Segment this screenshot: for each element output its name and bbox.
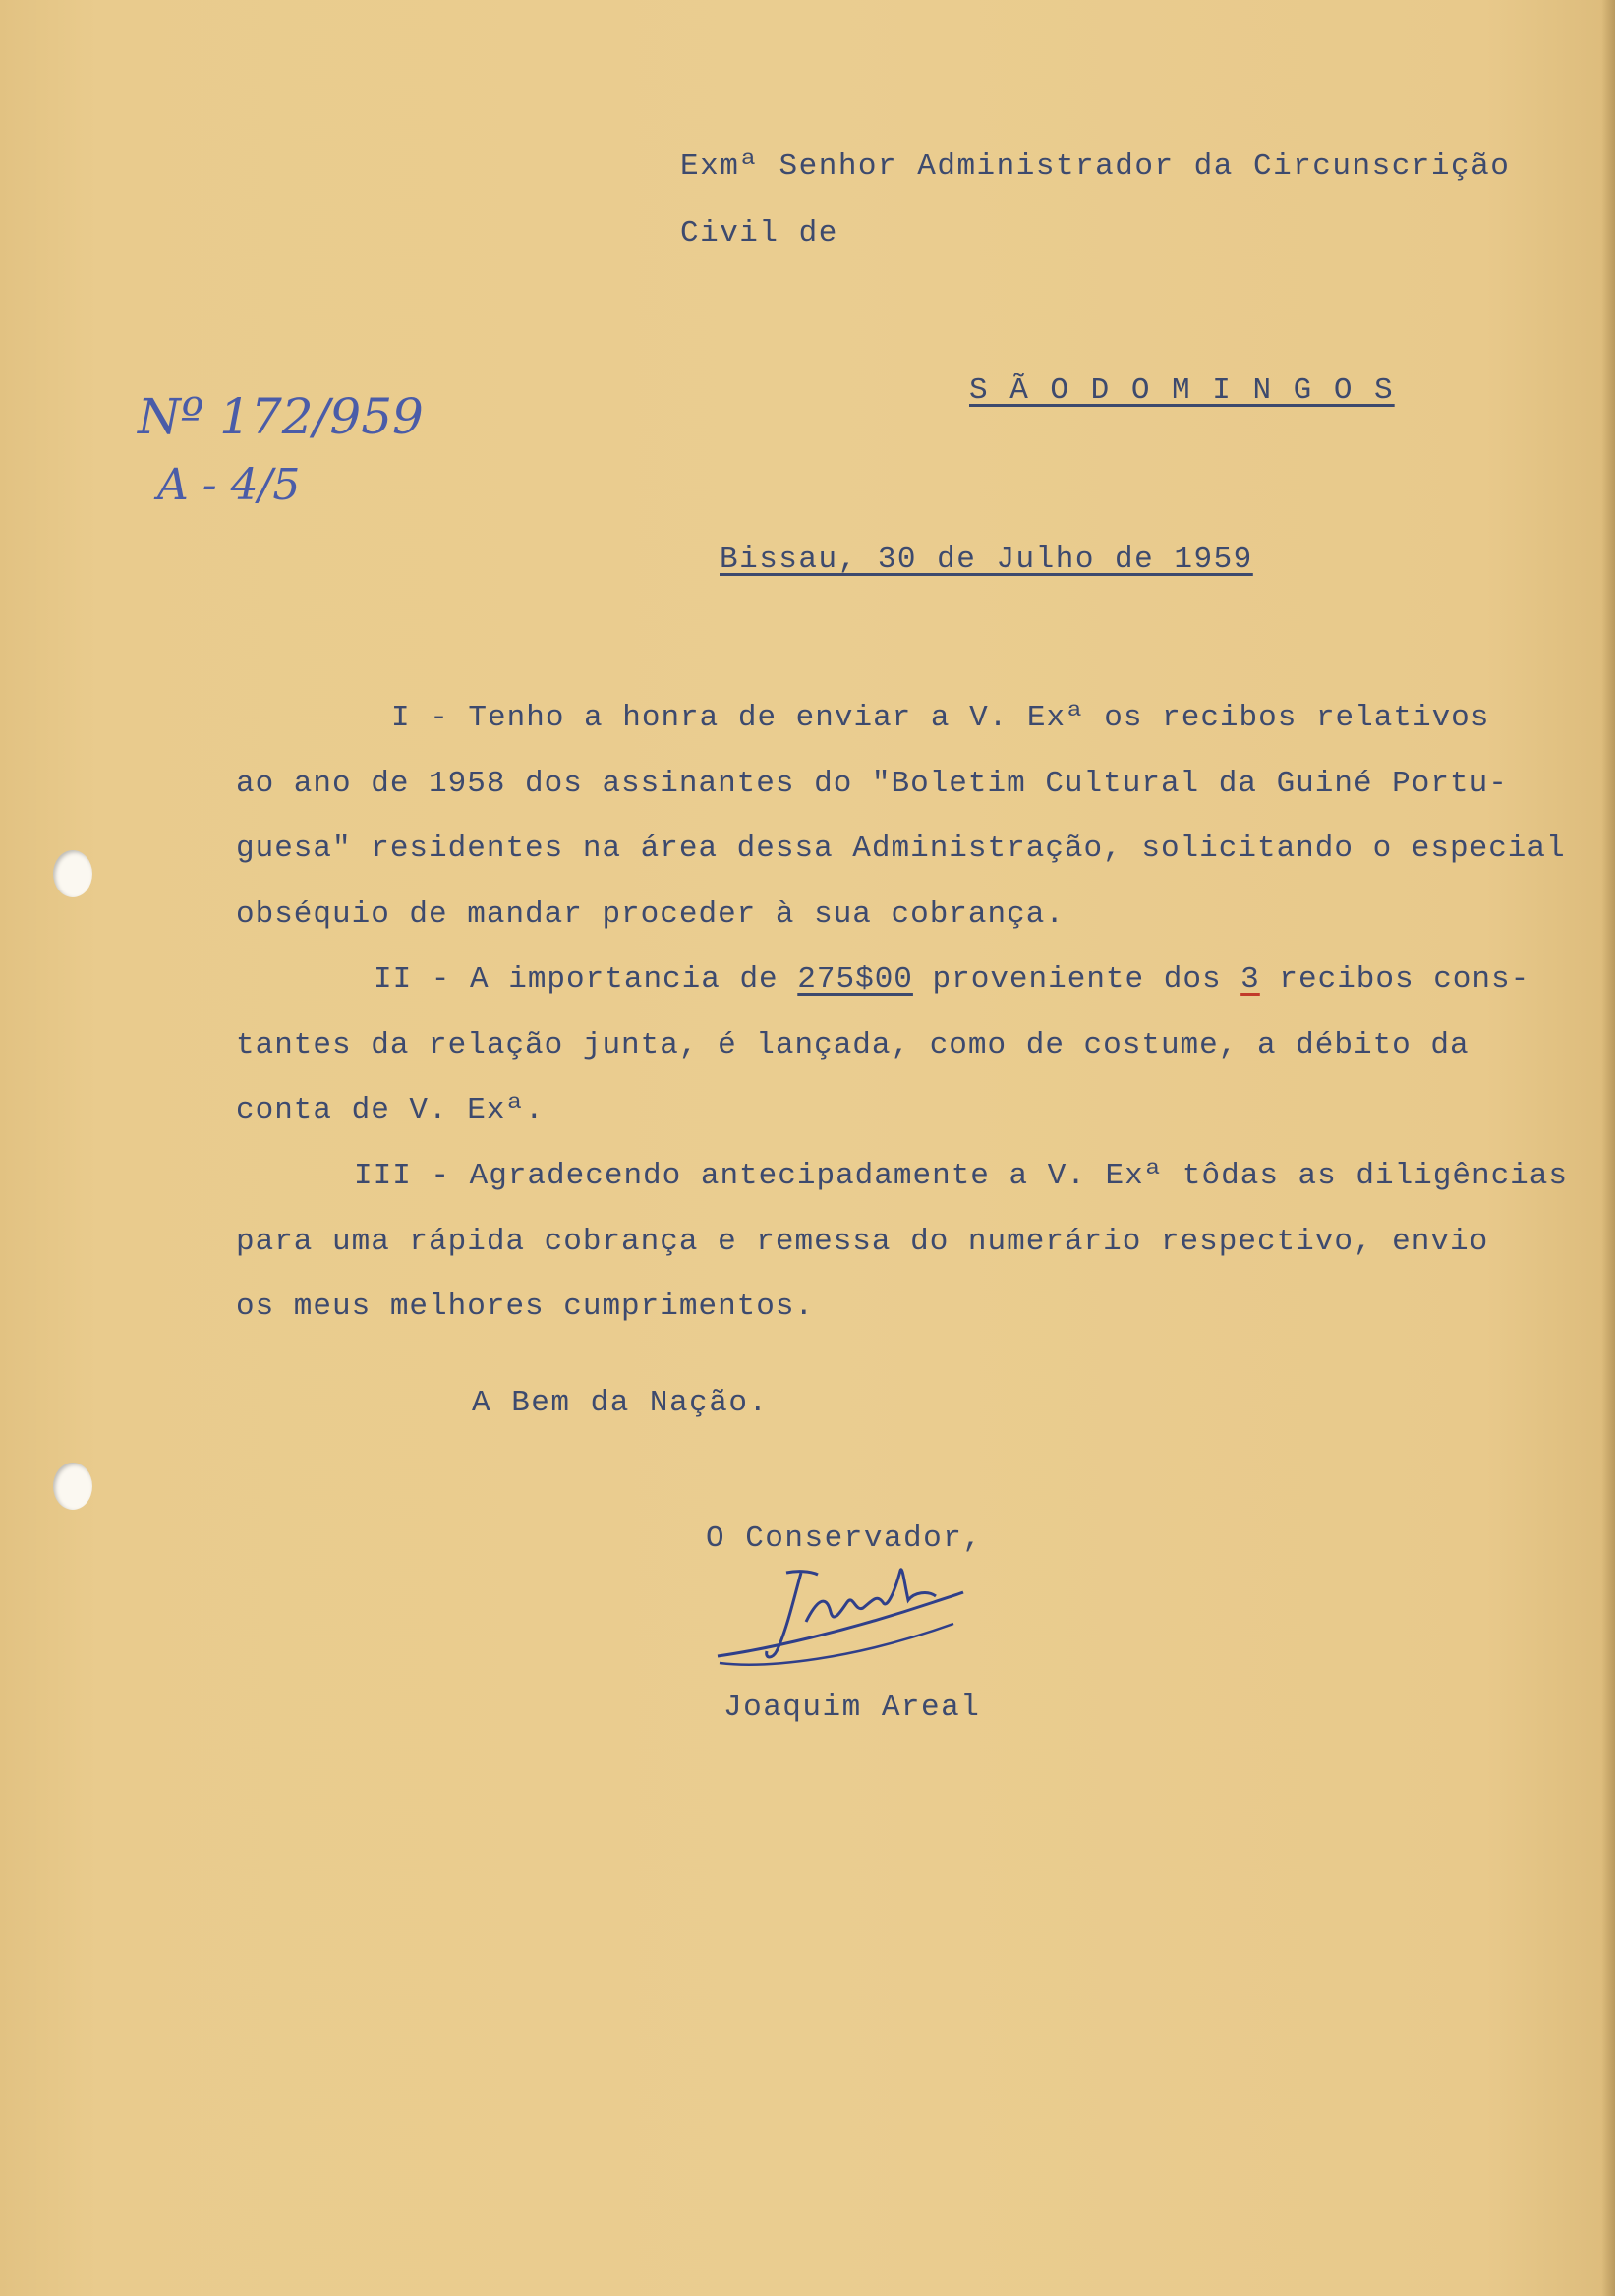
- paragraph-2-line: [236, 947, 1583, 1013]
- reference-number: Nº 172/959: [138, 388, 424, 445]
- paper-edge-shadow: [1601, 0, 1615, 2296]
- punch-hole-bottom: [53, 1463, 92, 1510]
- addressee-line-2: Civil de: [680, 216, 838, 251]
- addressee-place: S Ã O D O M I N G O S: [969, 373, 1395, 408]
- signatory-name: Joaquim Areal: [723, 1691, 981, 1725]
- paragraph-1-line: I - Tenho a honra de enviar a V. Exª os recibos relativos: [391, 701, 1490, 735]
- paragraph-2-tail: recibos cons-: [1259, 962, 1530, 997]
- paragraph-2-mid: proveniente dos: [912, 962, 1241, 997]
- paragraph-1-line: obséquio de mandar proceder à sua cobrança.: [236, 896, 1065, 932]
- handwritten-signature: [708, 1553, 1003, 1681]
- receipt-count: 3: [1240, 962, 1260, 997]
- amount-value: 275$00: [797, 962, 913, 997]
- closing-salutation: A Bem da Nação.: [472, 1386, 769, 1420]
- paragraph-1: [236, 686, 1583, 947]
- signatory-title: O Conservador,: [706, 1521, 983, 1556]
- paragraph-3-line: III - Agradecendo antecipadamente a V. Exª tôdas as diligências: [354, 1159, 1568, 1193]
- paragraph-2-lead: II - A importancia de: [374, 962, 798, 997]
- paragraph-2-line: conta de V. Exª.: [236, 1093, 545, 1127]
- paragraph-2-line: tantes da relação junta, é lançada, como de costume, a débito da: [236, 1027, 1470, 1062]
- paragraph-3-line: os meus melhores cumprimentos.: [236, 1290, 815, 1324]
- punch-hole-top: [53, 850, 92, 897]
- paragraph-3: [236, 1144, 1583, 1341]
- paragraph-1-line: guesa" residentes na área dessa Administração, solicitando o especial: [236, 832, 1566, 866]
- paragraph-3-line: para uma rápida cobrança e remessa do numerário respectivo, envio: [236, 1224, 1489, 1259]
- letter-date: Bissau, 30 de Julho de 1959: [720, 543, 1253, 577]
- paragraph-2: [236, 947, 1583, 1144]
- reference-code: A - 4/5: [157, 460, 301, 510]
- addressee-line-1: Exmª Senhor Administrador da Circunscrição: [680, 149, 1511, 184]
- paragraph-1-line: ao ano de 1958 dos assinantes do "Boletim Cultural da Guiné Portu-: [236, 766, 1508, 801]
